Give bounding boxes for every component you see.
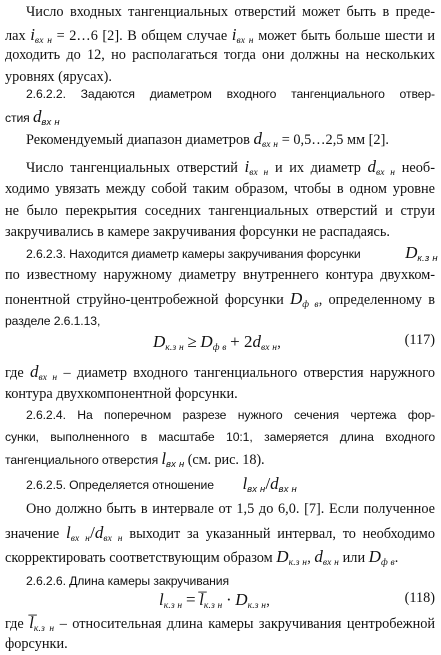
section-2-6-2-3 [5, 241, 438, 332]
text-line: Число входных тангенциальных отверстий может быть в преде- [26, 4, 435, 20]
section-heading: 2.6.2.2. Задаются диаметром входного тангенциального отвер- [26, 87, 435, 101]
text-line: понентной струйно-центробежной форсунки $D_{ф в}$, определенному в [5, 288, 436, 310]
text-line: форсунки. [5, 636, 68, 652]
text-line: разделе 2.6.1.13, [5, 313, 101, 328]
paragraph-where-l [5, 612, 435, 654]
section-2-6-2-4 [5, 405, 435, 470]
text-line: Рекомендуемый диапазон диаметров $d_{вх н}$ = 0,5…2,5 мм [2]. [26, 129, 389, 150]
equation-117: $D_{к.з н} \ge D_{ф в} + 2d_{вх н}$, (117) [153, 332, 435, 353]
text-line: значение $l_{вх н}/d_{вх н}$ выходит за указанный интервал, то необходимо [5, 523, 435, 544]
text-line: Оно должно быть в интервале от 1,5 до 6,0. [7]. Если полученное [26, 501, 435, 517]
equation-number: (118) [404, 590, 435, 606]
equation-118: $l_{к.з н}$ = $l̅_{к.з н} \cdot D_{к.з н}$, (118) [159, 590, 435, 611]
text-line: закручивались в камере закручивания форсунки не распадаясь. [5, 224, 390, 240]
section-heading: 2.6.2.5. Определяется отношение $l_{вх н}/d_{вх н}$ [26, 474, 297, 495]
paragraph-hole-layout [5, 155, 435, 244]
paragraph-where-d [5, 360, 435, 406]
text-line: контура двухкомпонентной форсунки. [5, 386, 238, 402]
text-line: по известному наружному диаметру внутреннего контура двухком- [5, 267, 435, 283]
paragraph-recommended-range [5, 127, 435, 151]
text-line: уровнях (ярусах). [5, 68, 112, 85]
text-line: лах $i_{вх н}$ = 2…6 [2]. В общем случае $i_{вх н}$ может быть больше шести и [5, 24, 435, 46]
section-2-6-2-2 [5, 84, 435, 127]
section-heading: 2.6.2.3. Находится диаметр камеры закручивания форсунки $D_{к.з н}$ [26, 243, 438, 264]
text-line: тангенциального отверстия $l_{вх н}$ (см. рис. 18). [5, 449, 265, 470]
text-line: доходить до 12, но располагаться тогда они должны на нескольких [5, 47, 435, 63]
text-line: где $d_{вх н}$ – диаметр входного тангенциального отверстия наружного [5, 362, 436, 383]
text-line: сунки, выполненного в масштабе 10:1, замеряется длина входного [5, 429, 435, 444]
math-var-i: i [30, 24, 35, 44]
text-line: стия $d_{вх н}$ [5, 106, 60, 128]
text-line: скорректировать соответствующим образом $D_{к.з н}$, $d_{вх н}$ или $D_{ф в}$. [5, 547, 399, 568]
paragraph-hole-count [5, 2, 435, 88]
section-heading: 2.6.2.4. На поперечном разрезе нужного сечения чертежа фор- [26, 408, 435, 422]
equation-number: (117) [404, 332, 435, 348]
section-2-6-2-5 [5, 471, 435, 569]
text-line: не было перекрытия соседних тангенциальных отверстий и струи [5, 202, 435, 219]
section-heading: 2.6.2.6. Длина камеры закручивания [26, 574, 230, 588]
text-line: где $l̅_{к.з н}$ – относительная длина камеры закручивания центробежной [5, 613, 436, 634]
text-line: Число тангенциальных отверстий $i_{вх н}$ и их диаметр $d_{вх н}$ необ- [26, 157, 435, 178]
text-line: ходимо увязать между собой таким образом, чтобы в одном уровне [5, 181, 435, 197]
math-var-i: i [231, 24, 237, 44]
